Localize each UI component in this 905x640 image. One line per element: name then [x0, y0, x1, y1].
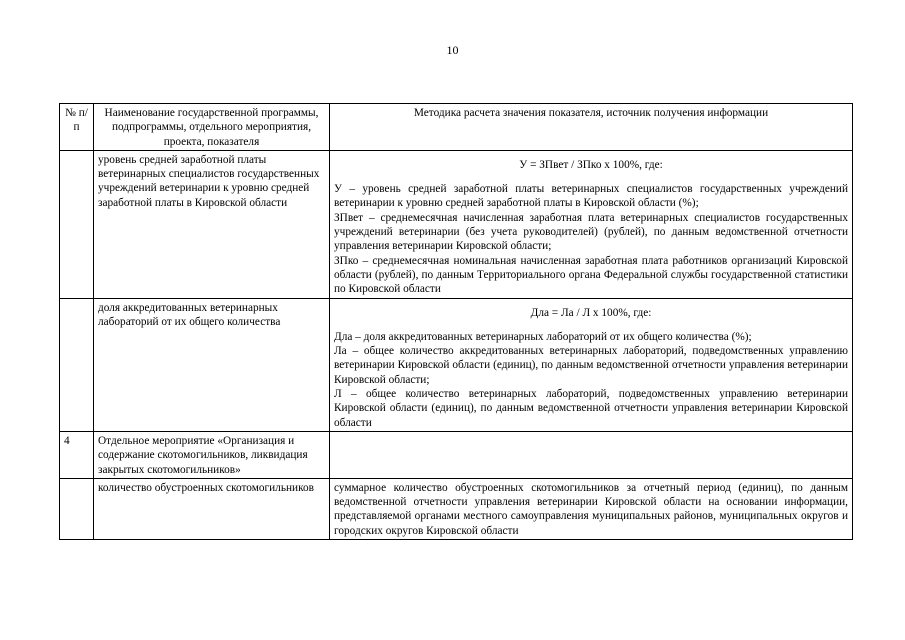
definition-line: Ла – общее количество аккредитованных ветеринарных лабораторий, подведомственных управлению ветеринарии Кировской области (единиц), по данным ведомственной отчетности управления ветеринарии Кировской области;	[334, 345, 848, 386]
header-name: Наименование государственной программы, подпрограммы, отдельного мероприятия, проекта, показателя	[94, 104, 330, 151]
definition-line: Дла – доля аккредитованных ветеринарных лабораторий от их общего количества (%);	[334, 330, 752, 343]
definition-line: Л – общее количество ветеринарных лабораторий, подведомственных управлению ветеринарии Кировской области (единиц), по данным ведомственной отчетности управления ветеринарии Кировской области	[334, 388, 848, 429]
row-name: доля аккредитованных ветеринарных лабораторий от их общего количества	[94, 298, 330, 431]
table-row	[60, 478, 853, 539]
row-name: количество обустроенных скотомогильников	[94, 478, 330, 539]
row-name: уровень средней заработной платы ветеринарных специалистов государственных учреждений ветеринарии к уровню средней заработной платы в Кировской области	[94, 150, 330, 298]
row-num: 4	[60, 431, 94, 478]
header-method: Методика расчета значения показателя, источник получения информации	[330, 104, 853, 151]
definition-line: ЗПко – среднемесячная номинальная начисленная заработная плата работников организаций Кировской области (рублей), по данным Территориального органа Федеральной службы государственной статистики по Кировской области	[334, 254, 848, 296]
row-method	[330, 431, 853, 478]
formula: Дла = Ла / Л х 100%, где:	[530, 306, 652, 319]
row-num	[60, 478, 94, 539]
row-num	[60, 150, 94, 298]
definition-line: ЗПвет – среднемесячная начисленная заработная плата ветеринарных специалистов государственных учреждений ветеринарии (без учета руководителей) (рублей), по данным ведомственной отчетности управления ветеринарии Кировской области;	[334, 211, 848, 253]
table-header-row	[60, 104, 853, 151]
row-num	[60, 298, 94, 431]
row-method	[330, 298, 853, 431]
header-num: № п/п	[60, 104, 94, 151]
formula: У = ЗПвет / ЗПко х 100%, где:	[519, 158, 663, 171]
table-row	[60, 150, 853, 298]
row-name: Отдельное мероприятие «Организация и содержание скотомогильников, ликвидация закрытых скотомогильников»	[94, 431, 330, 478]
indicator-table	[59, 103, 853, 540]
table-row	[60, 431, 853, 478]
page-number: 10	[446, 43, 459, 57]
row-method	[330, 150, 853, 298]
row-method	[330, 478, 853, 539]
definition-line: У – уровень средней заработной платы ветеринарных специалистов государственных учреждений ветеринарии к уровню средней заработной платы в Кировской области (%);	[334, 183, 848, 210]
table-row	[60, 298, 853, 431]
method-text: суммарное количество обустроенных скотомогильников за отчетный период (единиц), по данным ведомственной отчетности управления ветеринарии Кировской области на основании информации, представляемой органами местного самоуправления муниципальных районов, муниципальных округов и городских округов Кировской области	[334, 481, 848, 537]
